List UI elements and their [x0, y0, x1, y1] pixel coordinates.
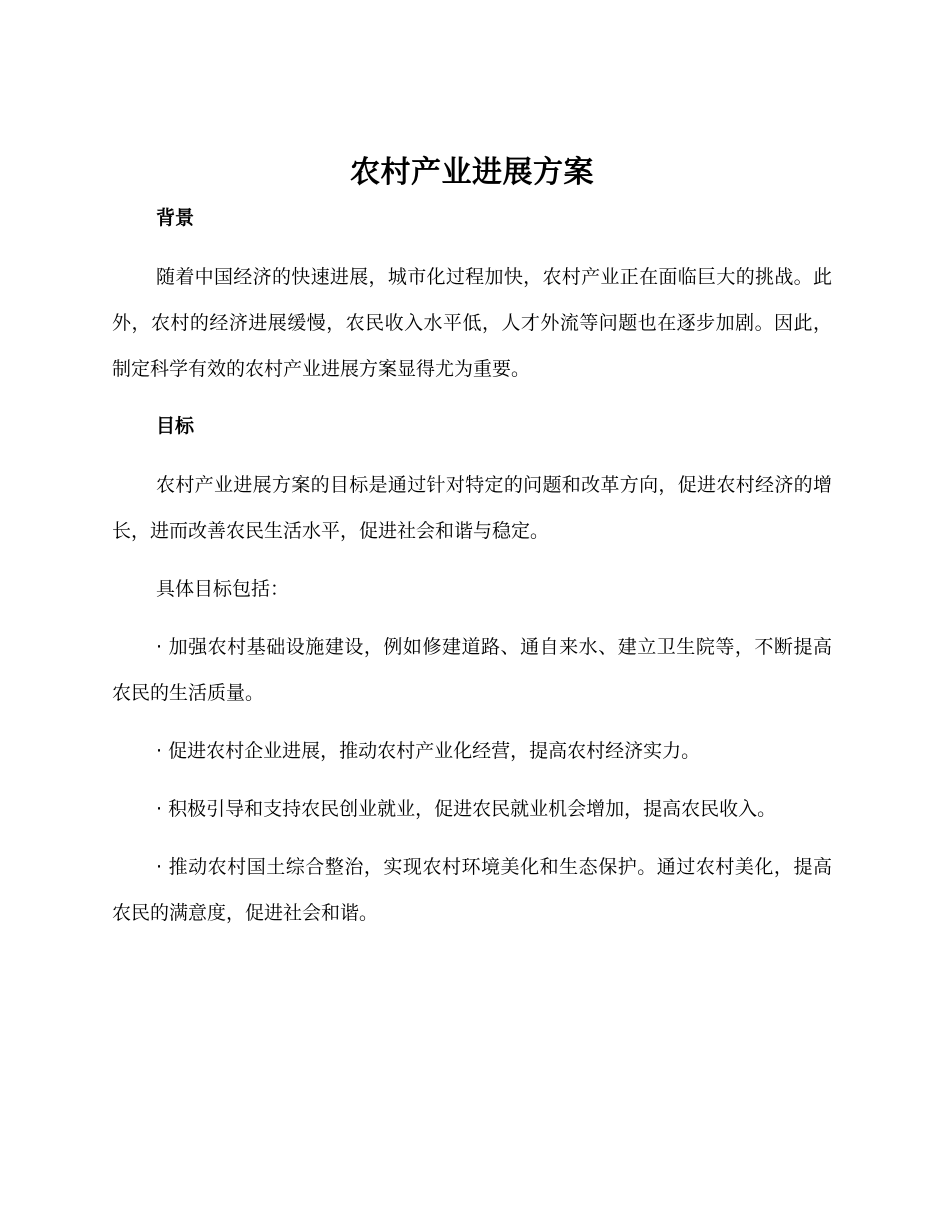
document-title: 农村产业进展方案: [350, 155, 594, 190]
background-paragraph: 随着中国经济的快速进展，城市化过程加快，农村产业正在面临巨大的挑战。此外，农村的经济进展缓慢，农民收入水平低，人才外流等问题也在逐步加剧。因此，制定科学有效的农村产业进展方案显得尤为重要。: [112, 266, 832, 380]
section-heading-background: 背景: [156, 207, 195, 229]
document-page: [112, 150, 832, 936]
goals-list-intro: 具体目标包括：: [156, 578, 290, 600]
goal-list-item: · 加强农村基础设施建设，例如修建道路、通自来水、建立卫生院等，不断提高农民的生活质量。: [112, 636, 832, 704]
goals-paragraph: 农村产业进展方案的目标是通过针对特定的问题和改革方向，促进农村经济的增长，进而改善农民生活水平，促进社会和谐与稳定。: [112, 474, 832, 542]
section-heading-goals: 目标: [156, 415, 195, 437]
goal-list-item: · 推动农村国土综合整治，实现农村环境美化和生态保护。通过农村美化，提高农民的满意度，促进社会和谐。: [112, 856, 832, 924]
goal-list-item: · 促进农村企业进展，推动农村产业化经营，提高农村经济实力。: [156, 740, 701, 762]
goal-list-item: · 积极引导和支持农民创业就业，促进农民就业机会增加，提高农民收入。: [156, 798, 777, 820]
